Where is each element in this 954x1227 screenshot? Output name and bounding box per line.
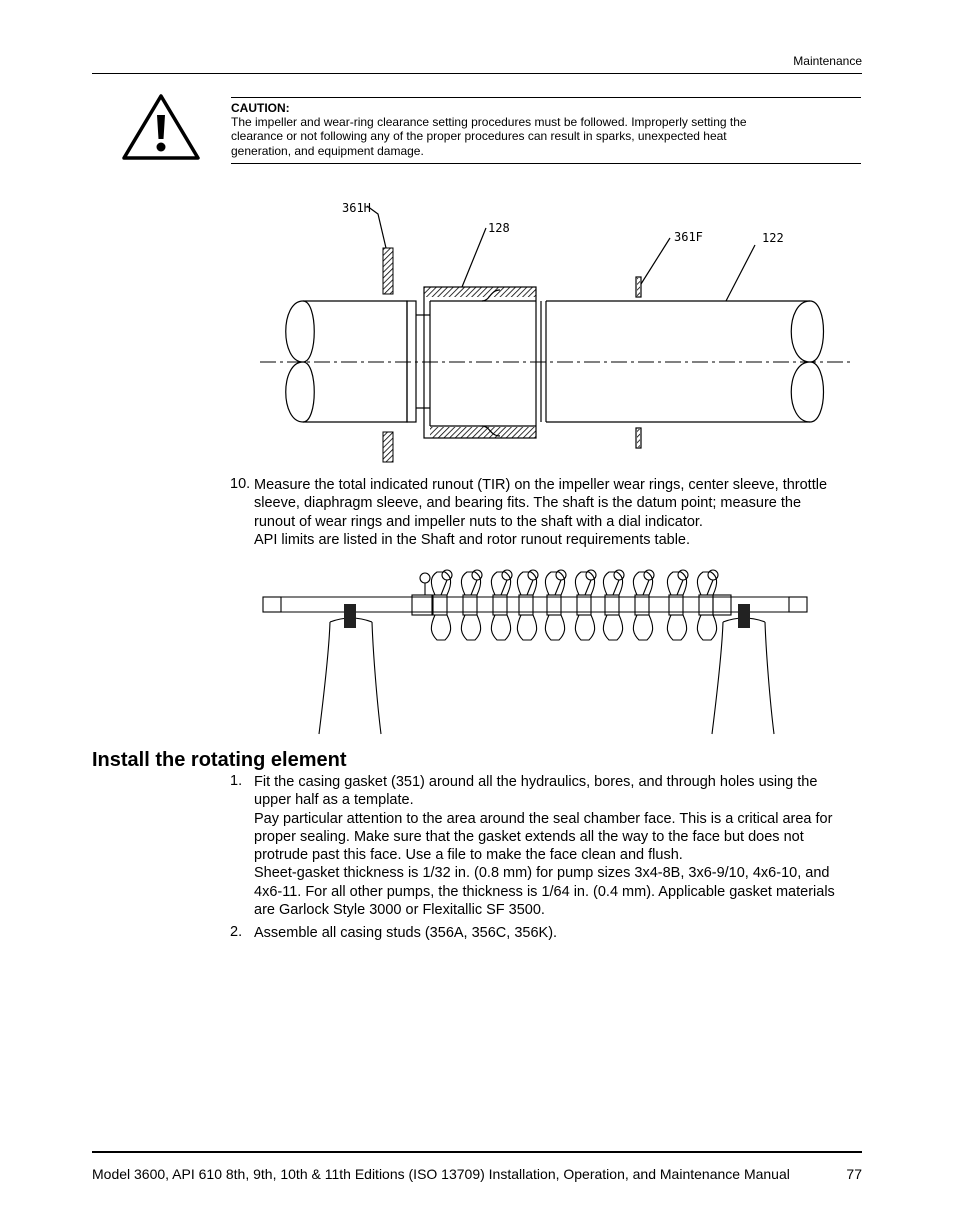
indicator-stem (585, 580, 591, 595)
impeller-lower (697, 615, 716, 640)
footer-rule (92, 1151, 862, 1153)
indicator-stem (613, 580, 619, 595)
step-2-text (254, 924, 864, 942)
footer-manual-title: Model 3600, API 610 8th, 9th, 10th & 11th Editions (ISO 13709) Installation, Operation, and Maintenance Manual (92, 1166, 790, 1182)
header-section-label: Maintenance (793, 54, 862, 68)
impeller-lower (545, 615, 564, 640)
impeller-lower (575, 615, 594, 640)
step-line: protrude past this face. Use a file to make the face clean and flush. (254, 847, 683, 864)
impeller-lower (517, 615, 536, 640)
caution-bottom-rule (231, 163, 861, 164)
indicator-stem (643, 580, 649, 595)
section-title: Install the rotating element (92, 749, 347, 771)
indicator-stem (677, 580, 683, 595)
dial-indicator-icon (644, 570, 654, 580)
impeller-upper (461, 572, 480, 595)
part-label-361h: 361H (342, 201, 371, 215)
step-number: 1. (230, 773, 243, 789)
impeller-upper (491, 572, 510, 595)
warning-triangle-icon (121, 93, 201, 161)
impeller-upper (431, 572, 450, 595)
dial-indicator-icon (556, 570, 566, 580)
indicator-stem (441, 580, 447, 595)
dial-indicator-icon (614, 570, 624, 580)
impeller-lower (603, 615, 622, 640)
caution-top-rule (231, 97, 861, 98)
sleeve-assembly-drawing (250, 190, 860, 470)
impeller-upper (633, 572, 652, 595)
caution-line: generation, and equipment damage. (231, 143, 424, 158)
impeller-lower (491, 615, 510, 640)
step-10-text (254, 476, 864, 549)
impeller-lower (431, 615, 450, 640)
step-number: 10. (230, 476, 251, 492)
step-line: Measure the total indicated runout (TIR) on the impeller wear rings, center sleeve, throttle (254, 477, 828, 493)
dial-indicator-icon (678, 570, 688, 580)
step-number: 2. (230, 924, 243, 940)
dial-indicator-icon (528, 570, 538, 580)
step-line: runout of wear rings and impeller nuts to the shaft with a dial indicator. (254, 513, 703, 530)
step-line: Pay particular attention to the area around the seal chamber face. This is a critical area for (254, 810, 833, 827)
dial-indicator-icon (502, 570, 512, 580)
step-1-text (254, 773, 864, 919)
dial-indicator-icon (442, 570, 452, 580)
impeller-lower (633, 615, 652, 640)
dial-indicator-icon (586, 570, 596, 580)
rotor-runout-drawing (255, 562, 815, 737)
indicator-stem (501, 580, 507, 595)
part-label-361f: 361F (674, 230, 703, 244)
indicator-stem (555, 580, 561, 595)
dial-indicator-icon (472, 570, 482, 580)
part-label-122: 122 (762, 231, 784, 245)
caution-title: CAUTION: (231, 101, 290, 115)
impeller-upper (517, 572, 536, 595)
impeller-upper (603, 572, 622, 595)
step-line: 4x6-11. For all other pumps, the thickness is 1/64 in. (0.4 mm). Applicable gasket materials (254, 883, 835, 900)
impeller-lower (461, 615, 480, 640)
dial-indicator-icon (708, 570, 718, 580)
step-line: API limits are listed in the Shaft and rotor runout requirements table. (254, 531, 691, 548)
step-line: Assemble all casing studs (356A, 356C, 356K). (254, 925, 558, 941)
step-line: are Garlock Style 3000 or Flexitallic SF 3500. (254, 902, 545, 919)
part-label-128: 128 (488, 221, 510, 235)
indicator-stem (471, 580, 477, 595)
impeller-upper (697, 572, 716, 595)
page-number: 77 (846, 1166, 862, 1182)
caution-line: The impeller and wear-ring clearance setting procedures must be followed. Improperly setting the (231, 115, 747, 129)
caution-text (231, 115, 851, 158)
step-line: Sheet-gasket thickness is 1/32 in. (0.8 mm) for pump sizes 3x4-8B, 3x6-9/10, 4x6-10, and (254, 865, 830, 882)
indicator-stem (707, 580, 713, 595)
dial-indicator-icon (420, 573, 430, 583)
impeller-lower (667, 615, 686, 640)
caution-line: clearance or not following any of the proper procedures can result in sparks, unexpected heat (231, 129, 727, 144)
step-line: sleeve, diaphragm sleeve, and bearing fits. The shaft is the datum point; measure the (254, 495, 802, 512)
step-line: Fit the casing gasket (351) around all the hydraulics, bores, and through holes using the (254, 774, 818, 790)
step-line: upper half as a template. (254, 792, 414, 809)
impeller-upper (575, 572, 594, 595)
impeller-upper (545, 572, 564, 595)
impeller-upper (667, 572, 686, 595)
step-line: proper sealing. Make sure that the gasket extends all the way to the face but does not (254, 828, 804, 845)
indicator-stem (527, 580, 533, 595)
header-rule (92, 73, 862, 74)
